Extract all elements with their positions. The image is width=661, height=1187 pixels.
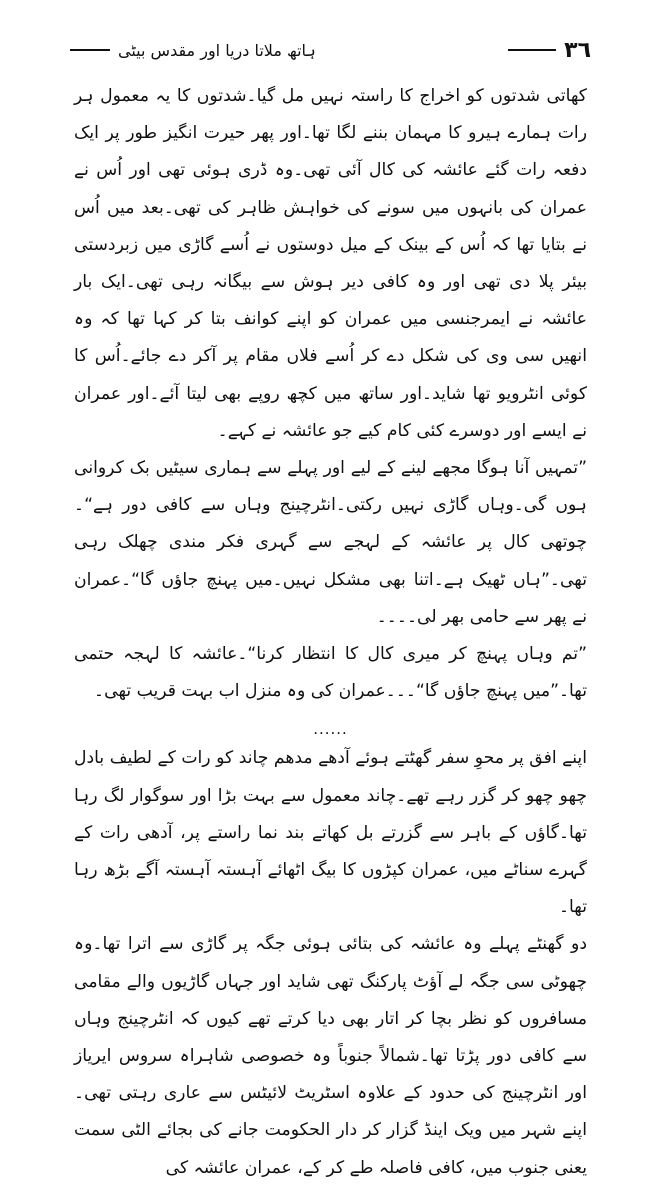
paragraph-4: اپنے افق پر محوِ سفر گھٹتے ہوئے آدھے مدھم چاند کو رات کے لطیف بادل چھو چھو کر گزر رہے تھے۔چاند معمول سے بہت بڑا اور سوگوار لگ رہا تھا۔گاؤں کے باہر سے گزرتے بل کھاتے بند نما راستے پر، آدھی رات کے گہرے سناٹے میں، عمران کپڑوں کا بیگ اٹھائے آہستہ آہستہ آگے بڑھ رہا تھا۔ — [74, 748, 587, 918]
page-number: ٣٦ — [564, 37, 591, 63]
paragraph-3: ”تم وہاں پہنچ کر میری کال کا انتظار کرنا“۔عائشہ کا لہجہ حتمی تھا۔”میں پہنچ جاؤں گا“۔۔۔عمران کی وہ منزل اب بہت قریب تھی۔ — [74, 644, 587, 702]
page-header — [70, 30, 591, 70]
page-body — [74, 78, 587, 1187]
paragraph-2: ”تمہیں آنا ہوگا مجھے لینے کے لیے اور پہلے سے ہماری سیٹیں بک کروانی ہوں گی۔وہاں گاڑی نہیں رکتی۔انٹرچینج وہاں سے کافی دور ہے“۔ چوتھی کال پر عائشہ کے لہجے سے گہری فکر مندی چھلک رہی تھی۔”ہاں ٹھیک ہے۔اتنا بھی مشکل نہیں۔میں پہنچ جاؤں گا“۔عمران نے پھر سے حامی بھر لی۔۔۔۔ — [74, 458, 587, 627]
running-title-block — [70, 41, 316, 60]
section-separator: ...... — [313, 720, 348, 739]
header-rule-right — [508, 49, 556, 51]
header-rule-left — [70, 49, 110, 51]
paragraph-5: دو گھنٹے پہلے وہ عائشہ کی بتائی ہوئی جگہ پر گاڑی سے اترا تھا۔وہ چھوٹی سی جگہ لے آؤٹ پارکنگ تھی شاید اور جہاں گاڑیوں والے مقامی مسافروں کو نظر بچا کر اتار بھی دیا کرتے تھے کیوں کہ انٹرچینج وہاں سے کافی دور پڑتا تھا۔شمالاً جنوباً وہ خصوصی شاہراہ سروس ایریاز اور انٹرچینج کی حدود کے علاوہ اسٹریٹ لائیٹس سے عاری رہتی تھی۔ اپنے شہر میں ویک اینڈ گزار کر دار الحکومت جانے کی بجائے الٹی سمت یعنی جنوب میں، کافی فاصلہ طے کر کے، عمران عائشہ کی — [74, 934, 587, 1178]
page-number-block — [508, 38, 591, 63]
running-title: ہاتھ ملاتا دریا اور مقدس بیٹی — [118, 40, 316, 60]
paragraph-1: کھاتی شدتوں کو اخراج کا راستہ نہیں مل گیا۔شدتوں کا یہ معمول ہر رات ہمارے ہیرو کا مہمان بننے لگا تھا۔اور پھر حیرت انگیز طور پر ایک دفعہ رات گئے عائشہ کی کال آئی تھی۔وہ ڈری ہوئی تھی اور اُس نے عمران کی بانہوں میں سونے کی خواہش ظاہر کی تھی۔بعد میں اُس نے بتایا تھا کہ اُس کے بینک کے میل دوستوں نے اُسے گاڑی میں زبردستی بیئر پلا دی تھی اور وہ کافی دیر ہوش سے بیگانہ رہی تھی۔ایک بار عائشہ نے ایمرجنسی میں عمران کو اپنے کوانف بتا کر کہا تھا کہ وہ انھیں سی وی کی شکل دے کر اُسے فلاں مقام پر آکر دے جائے۔اُس کا کوئی انٹرویو تھا شاید۔اور ساتھ میں کچھ روپے بھی لیتا آئے۔اور عمران نے ایسے اور دوسرے کئی کام کیے جو عائشہ نے کہے۔ — [74, 86, 587, 441]
